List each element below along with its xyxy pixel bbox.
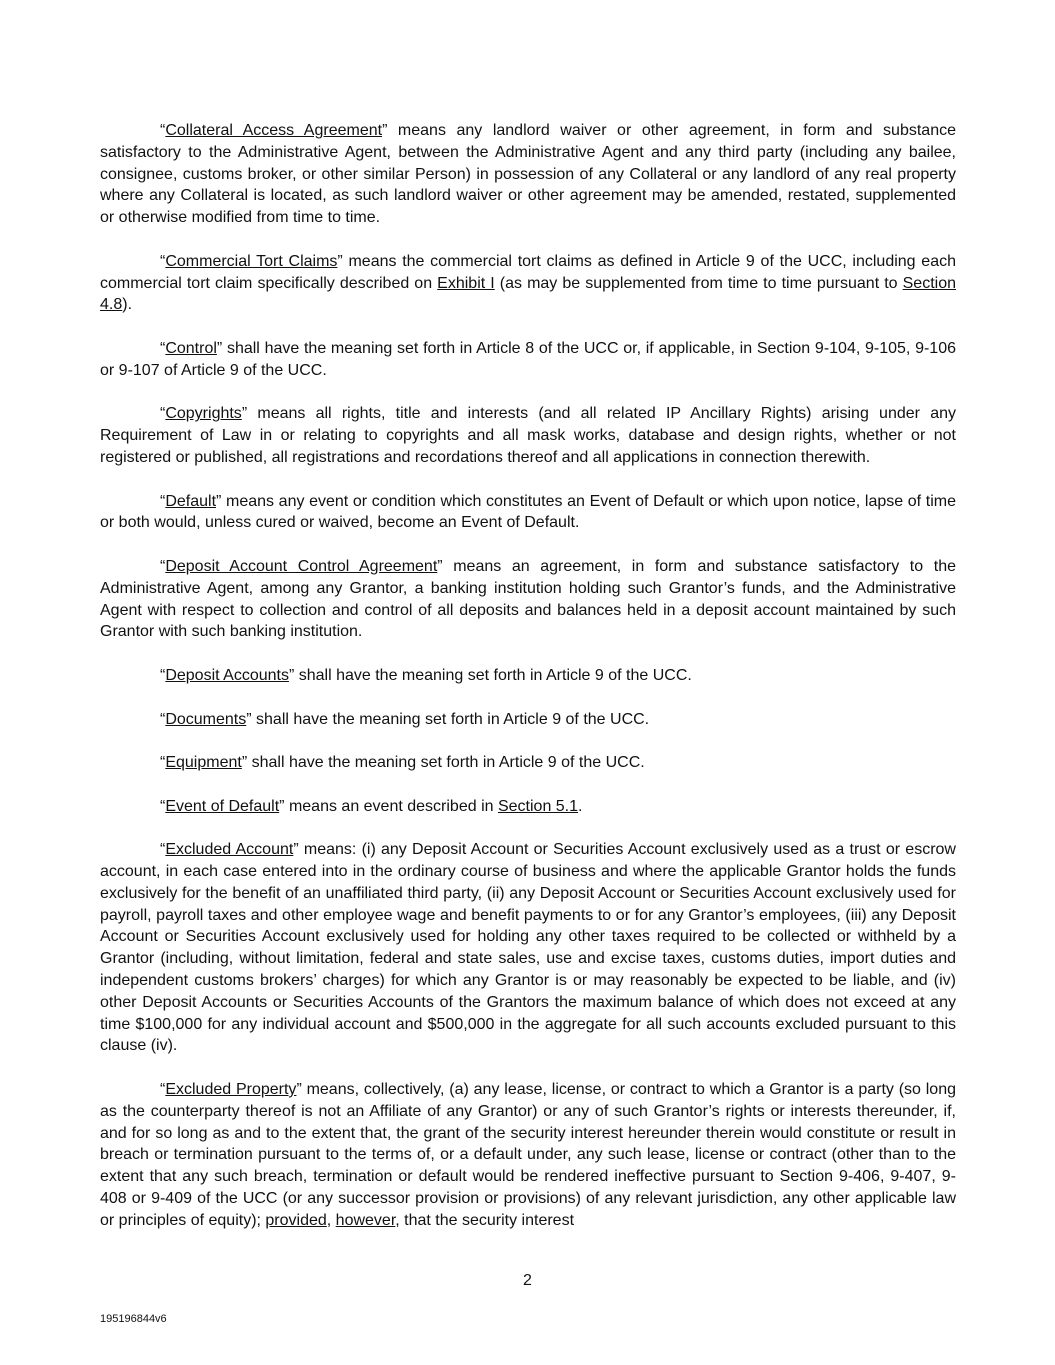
definition-paragraph: “Event of Default” means an event described in Section 5.1. <box>160 797 583 815</box>
definition-text: shall have the meaning set forth in Article 9 of the UCC. <box>251 710 650 728</box>
defined-term: Control <box>165 339 217 357</box>
page-number: 2 <box>523 1272 532 1289</box>
cross-reference: Section 5.1 <box>497 797 579 815</box>
defined-term: Excluded Account <box>165 841 294 859</box>
definition-text: ). <box>122 296 133 314</box>
defined-term: Equipment <box>165 754 242 772</box>
definition-text: means an event described in <box>284 797 498 815</box>
defined-term: Event of Default <box>165 797 280 815</box>
definition-paragraph: “Excluded Account” means: (i) any Deposit Account or Securities Account exclusively used as a trust or escrow account, in each case entered into in the ordinary course of business and where the applicable Grantor holds the funds exclusively for the benefit of an unaffiliated third party, (ii) any Deposit Account or Securities Account exclusively used for payroll, payroll taxes and other employee wage and benefit payments to or for any Grantor’s employees, (iii) any Deposit Account or Securities Account exclusively used for holding any other taxes required to be collected or withheld by a Grantor (including, without limitation, federal and state sales, use and excise taxes, customs duties, import duties and independent customs brokers’ charges) for which any Grantor is or may reasonably be expected to be liable, and (iv) other Deposit Accounts or Securities Accounts of the Grantors the maximum balance of which does not exceed at any time $100,000 for any individual account and $500,000 in the aggregate for all such accounts excluded pursuant to this clause (iv). <box>100 841 956 1055</box>
definition-paragraph: “Equipment” shall have the meaning set forth in Article 9 of the UCC. <box>160 754 645 772</box>
definition-paragraph: “Deposit Account Control Agreement” means an agreement, in form and substance satisfactory to the Administrative Agent, among any Grantor, a banking institution holding such Grantor’s funds, and the Administrative Agent with respect to collection and control of all deposits and balances held in a deposit account maintained by such Grantor with such banking institution. <box>100 557 956 641</box>
cross-reference: however <box>335 1211 396 1229</box>
defined-term: Deposit Accounts <box>165 666 289 684</box>
definition-text: means any event or condition which constitutes an Event of Default or which upon notice, lapse of time or both would, unless cured or waived, become an Event of Default. <box>100 492 956 532</box>
cross-reference: Exhibit I <box>437 274 495 292</box>
definition-text: means, collectively, (a) any lease, license, or contract to which a Grantor is a party (so long as the counterparty thereof is not an Affiliate of any Grantor) or any of such Grantor’s rights or interests thereunder, if, and for so long as and to the extent that, the grant of the security interest hereunder therein would constitute or result in breach or termination pursuant to the terms of, or a default under, any such lease, license or contract (other than to the extent that any such breach, termination or default would be rendered ineffective pursuant to Section 9-406, 9-407, 9-408 or 9-409 of the UCC (or any successor provision or provisions) of any relevant jurisdiction, any other applicable law or principles of equity); <box>100 1081 957 1229</box>
defined-term: Commercial Tort Claims <box>165 252 338 270</box>
definition-text: shall have the meaning set forth in Article 9 of the UCC. <box>247 754 645 772</box>
definition-text: (as may be supplemented from time to time pursuant to <box>494 274 903 292</box>
definition-text: means: (i) any Deposit Account or Securities Account exclusively used as a trust or escrow account, in each case entered into in the ordinary course of business and where the applicable Grantor holds the funds exclusively for the benefit of an unaffiliated third party, (ii) any Deposit Account or Securities Account exclusively used for payroll, payroll taxes and other employee wage and benefit payments to or for any Grantor’s employees, (iii) any Deposit Account or Securities Account exclusively used for holding any other taxes required to be collected or withheld by a Grantor (including, without limitation, federal and state sales, use and excise taxes, customs duties, import duties and independent customs brokers’ charges) for which any Grantor is or may reasonably be expected to be liable, and (iv) other Deposit Accounts or Securities Accounts of the Grantors the maximum balance of which does not exceed at any time $100,000 for any individual account and $500,000 in the aggregate for all such accounts excluded pursuant to this clause (iv). <box>100 841 956 1055</box>
definition-text: means all rights, title and interests (and all related IP Ancillary Rights) arising under any Requirement of Law in or relating to copyrights and all mask works, database and design rights, whether or not registered or published, all registrations and recordations thereof and all applications in connection therewith. <box>100 405 956 466</box>
defined-term: Documents <box>165 710 247 728</box>
definition-paragraph: “Collateral Access Agreement” means any landlord waiver or other agreement, in form and substance satisfactory to the Administrative Agent, between the Administrative Agent and any third party (including any bailee, consignee, customs broker, or other similar Person) in possession of any Collateral or any landlord of any real property where any Collateral is located, as such landlord waiver or other agreement may be amended, restated, supplemented or otherwise modified from time to time. <box>100 122 956 227</box>
defined-term: Default <box>165 492 217 510</box>
cross-reference: provided <box>265 1211 327 1229</box>
definition-paragraph: “Default” means any event or condition which constitutes an Event of Default or which upon notice, lapse of time or both would, unless cured or waived, become an Event of Default. <box>100 492 956 532</box>
definition-text: shall have the meaning set forth in Article 9 of the UCC. <box>294 666 692 684</box>
definition-text: means any landlord waiver or other agreement, in form and substance satisfactory to the Administrative Agent, between the Administrative Agent and any third party (including any bailee, consignee, customs broker, or other similar Person) in possession of any Collateral or any landlord of any real property where any Collateral is located, as such landlord waiver or other agreement may be amended, restated, supplemented or otherwise modified from time to time. <box>100 122 956 227</box>
definition-paragraph: “Copyrights” means all rights, title and interests (and all related IP Ancillary Rights) arising under any Requirement of Law in or relating to copyrights and all mask works, database and design rights, whether or not registered or published, all registrations and recordations thereof and all applications in connection therewith. <box>100 405 956 466</box>
definition-paragraph: “Control” shall have the meaning set forth in Article 8 of the UCC or, if applicable, in Section 9-104, 9-105, 9-106 or 9-107 of Article 9 of the UCC. <box>100 339 956 379</box>
definition-paragraph: “Documents” shall have the meaning set forth in Article 9 of the UCC. <box>160 710 650 728</box>
definitions-list <box>100 120 956 1253</box>
definition-text: . <box>578 797 583 815</box>
defined-term: Excluded Property <box>165 1081 297 1099</box>
defined-term: Copyrights <box>165 405 242 423</box>
definition-text: means an agreement, in form and substance satisfactory to the Administrative Agent, among any Grantor, a banking institution holding such Grantor’s funds, and the Administrative Agent with respect to collection and control of all deposits and balances held in a deposit account maintained by such Grantor with such banking institution. <box>100 557 956 641</box>
document-id: 195196844v6 <box>100 1313 167 1325</box>
cross-reference: Section 4.8 <box>100 274 956 314</box>
definition-text: means the commercial tort claims as defined in Article 9 of the UCC, including each commercial tort claim specifically described on <box>100 252 956 292</box>
definition-paragraph: “Excluded Property” means, collectively, (a) any lease, license, or contract to which a Grantor is a party (so long as the counterparty thereof is not an Affiliate of any Grantor) or any of such Grantor’s rights or interests thereunder, if, and for so long as and to the extent that, the grant of the security interest hereunder therein would constitute or result in breach or termination pursuant to the terms of, or a default under, any such lease, license or contract (other than to the extent that any such breach, termination or default would be rendered ineffective pursuant to Section 9-406, 9-407, 9-408 or 9-409 of the UCC (or any successor provision or provisions) of any relevant jurisdiction, any other applicable law or principles of equity); provided, however, that the security interest <box>100 1081 957 1229</box>
definition-text: , <box>326 1211 336 1229</box>
definition-text: shall have the meaning set forth in Article 8 of the UCC or, if applicable, in Section 9-104, 9-105, 9-106 or 9-107 of Article 9 of the UCC. <box>100 339 956 379</box>
definition-text: , that the security interest <box>395 1211 575 1229</box>
definition-paragraph: “Deposit Accounts” shall have the meaning set forth in Article 9 of the UCC. <box>160 666 692 684</box>
defined-term: Deposit Account Control Agreement <box>165 557 438 575</box>
defined-term: Collateral Access Agreement <box>165 122 383 139</box>
definition-paragraph: “Commercial Tort Claims” means the commercial tort claims as defined in Article 9 of the UCC, including each commercial tort claim specifically described on Exhibit I (as may be supplemented from time to time pursuant to Section 4.8). <box>100 252 956 314</box>
